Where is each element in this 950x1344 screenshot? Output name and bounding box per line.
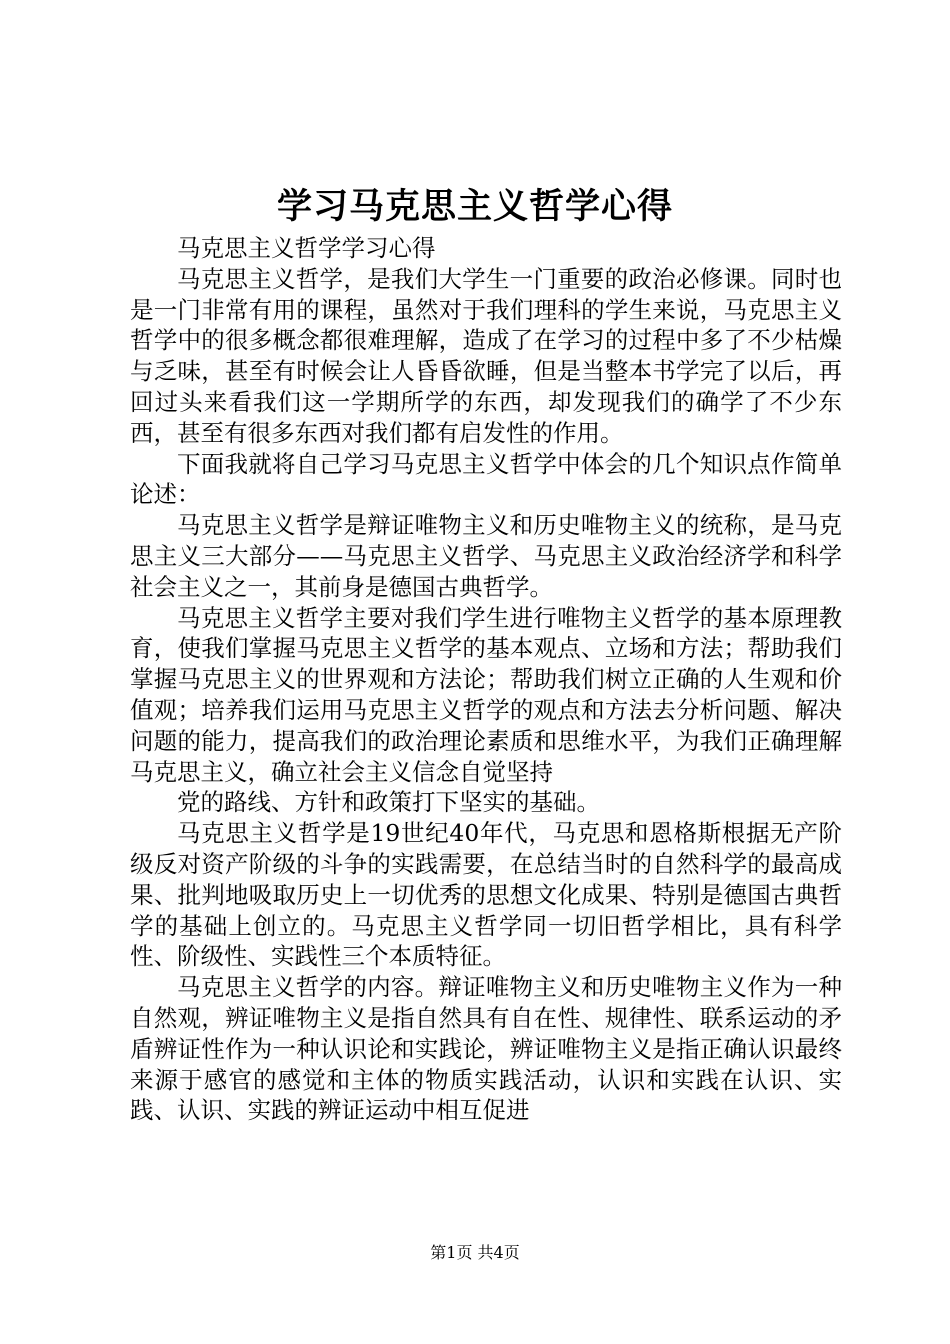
paragraph: 马克思主义哲学，是我们大学生一门重要的政治必修课。同时也是一门非常有用的课程，虽然对于我们理科的学生来说，马克思主义哲学中的很多概念都很难理解，造成了在学习的过程中多了不少枯燥与乏味，甚至有时候会让人昏昏欲睡，但是当整本书学完了以后，再回过头来看我们这一学期所学的东西，却发现我们的确学了不少东西，甚至有很多东西对我们都有启发性的作用。 (130, 264, 842, 447)
paragraph-subtitle: 马克思主义哲学学习心得 (177, 234, 436, 262)
document-body (130, 233, 842, 1126)
paragraph: 下面我就将自己学习马克思主义哲学中体会的几个知识点作简单论述： (130, 449, 842, 509)
document-title: 学习马克思主义哲学心得 (276, 186, 673, 227)
paragraph: 马克思主义哲学是19世纪40年代，马克思和恩格斯根据无产阶级反对资产阶级的斗争的实践需要，在总结当时的自然科学的最高成果、批判地吸取历史上一切优秀的思想文化成果、特别是德国古典哲学的基础上创立的。马克思主义哲学同一切旧哲学相比，具有科学性、阶级性、实践性三个本质特征。 (130, 819, 842, 971)
paragraph: 马克思主义哲学是辩证唯物主义和历史唯物主义的统称，是马克思主义三大部分——马克思主义哲学、马克思主义政治经济学和科学社会主义之一，其前身是德国古典哲学。 (130, 511, 842, 601)
paragraph: 马克思主义哲学主要对我们学生进行唯物主义哲学的基本原理教育，使我们掌握马克思主义哲学的基本观点、立场和方法；帮助我们掌握马克思主义的世界观和方法论；帮助我们树立正确的人生观和价值观；培养我们运用马克思主义哲学的观点和方法去分析问题、解决问题的能力，提高我们的政治理论素质和思维水平，为我们正确理解马克思主义，确立社会主义信念自觉坚持 (130, 603, 842, 786)
paragraph: 马克思主义哲学的内容。辩证唯物主义和历史唯物主义作为一种自然观，辨证唯物主义是指自然具有自在性、规律性、联系运动的矛盾辨证性作为一种认识论和实践论，辨证唯物主义是指正确认识最终来源于感官的感觉和主体的物质实践活动，认识和实践在认识、实践、认识、实践的辨证运动中相互促进 (130, 973, 842, 1125)
page-number-footer: 第1页 共4页 (430, 1243, 520, 1262)
paragraph: 党的路线、方针和政策打下坚实的基础。 (177, 788, 600, 817)
